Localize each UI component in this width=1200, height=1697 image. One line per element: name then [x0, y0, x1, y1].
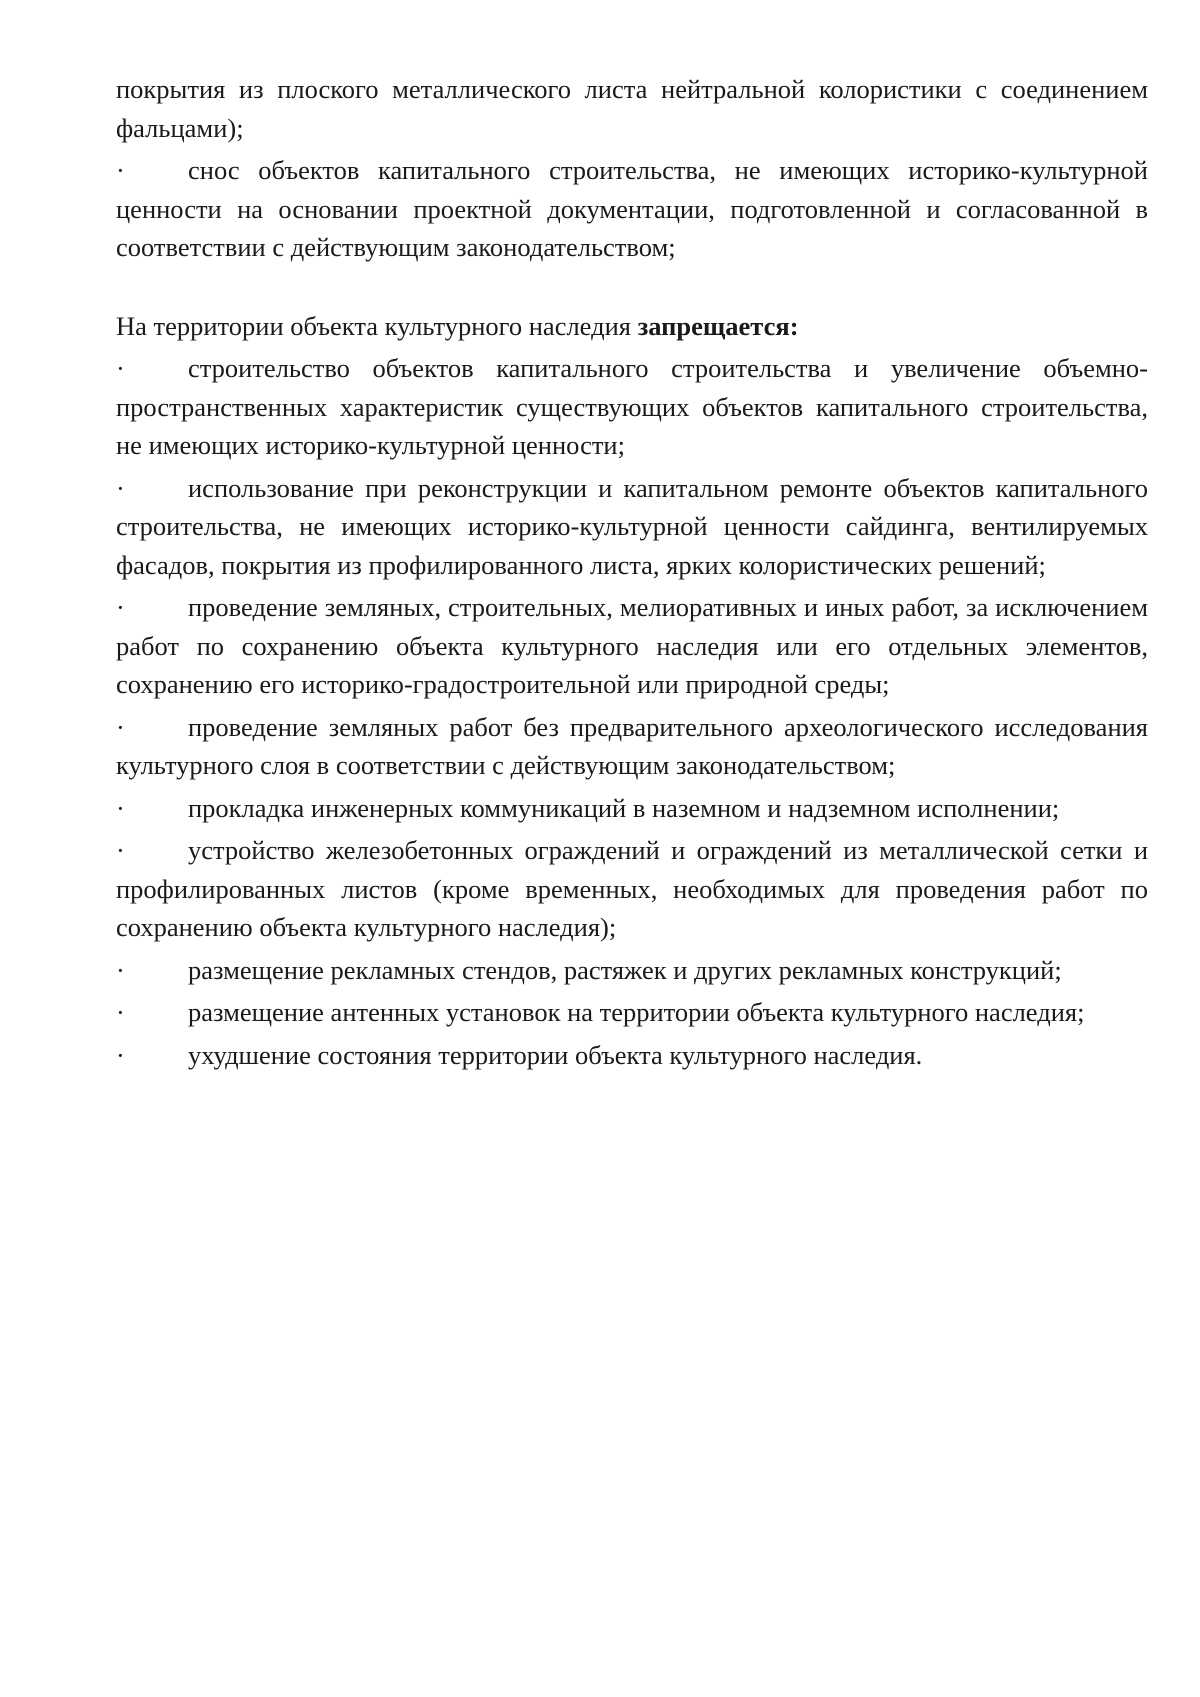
intro-text: На территории объекта культурного наследия	[116, 310, 638, 341]
prohibited-list-item	[116, 349, 1148, 465]
bullet-marker: ·	[116, 155, 125, 185]
document-body	[116, 70, 1148, 1078]
bullet-marker: ·	[116, 353, 125, 383]
list-item-text: прокладка инженерных коммуникаций в наземном и надземном исполнении;	[188, 792, 1060, 823]
list-item-text: проведение земляных, строительных, мелиоративных и иных работ, за исключением работ по сохранению объекта культурного наследия или его отдельных элементов, сохранению его историко-градостроительной или природной среды;	[116, 592, 1148, 699]
list-item-text: устройство железобетонных ограждений и ограждений из металлической сетки и профилированных листов (кроме временных, необходимых для проведения работ по сохранению объекта культурного наследия);	[116, 835, 1148, 942]
bullet-marker: ·	[116, 792, 125, 823]
prohibited-section-intro	[116, 307, 1148, 346]
list-item-text: снос объектов капитального строительства, не имеющих историко-культурной ценности на основании проектной документации, подготовленной и согласованной в соответствии с действующим законодательством;	[116, 155, 1148, 262]
list-item-text: размещение рекламных стендов, растяжек и других рекламных конструкций;	[188, 954, 1062, 985]
intro-bold-keyword: запрещается:	[637, 310, 799, 341]
allowed-list-item	[116, 151, 1148, 267]
bullet-marker: ·	[116, 997, 125, 1027]
prohibited-list-item	[116, 708, 1148, 785]
prohibited-list-item	[116, 831, 1148, 947]
prohibited-list-item	[116, 951, 1148, 990]
bullet-marker: ·	[116, 472, 125, 503]
continued-paragraph: покрытия из плоского металлического листа нейтральной колористики с соединением фальцами);	[116, 74, 1148, 143]
list-item-text: использование при реконструкции и капитальном ремонте объектов капитального строительства, не имеющих историко-культурной ценности сайдинга, вентилируемых фасадов, покрытия из профилированного листа, ярких колористических решений;	[116, 472, 1148, 580]
list-item-text: ухудшение состояния территории объекта культурного наследия.	[188, 1039, 923, 1070]
bullet-marker: ·	[116, 835, 125, 865]
prohibited-list-item	[116, 993, 1148, 1032]
prohibited-list-item	[116, 1036, 1148, 1075]
bullet-marker: ·	[116, 954, 125, 985]
prohibited-list-item	[116, 588, 1148, 704]
list-item-text: строительство объектов капитального строительства и увеличение объемно-пространственных характеристик существующих объектов капитального строительства, не имеющих историко-культурной ценности;	[116, 353, 1148, 460]
list-item-text: размещение антенных установок на территории объекта культурного наследия;	[188, 997, 1085, 1027]
prohibited-list-item	[116, 789, 1148, 828]
section-spacer	[116, 271, 1148, 307]
bullet-marker: ·	[116, 711, 125, 742]
list-item-text: проведение земляных работ без предварительного археологического исследования культурного слоя в соответствии с действующим законодательством;	[116, 711, 1148, 780]
prohibited-list-item	[116, 469, 1148, 585]
bullet-marker: ·	[116, 592, 125, 622]
bullet-marker: ·	[116, 1039, 125, 1070]
